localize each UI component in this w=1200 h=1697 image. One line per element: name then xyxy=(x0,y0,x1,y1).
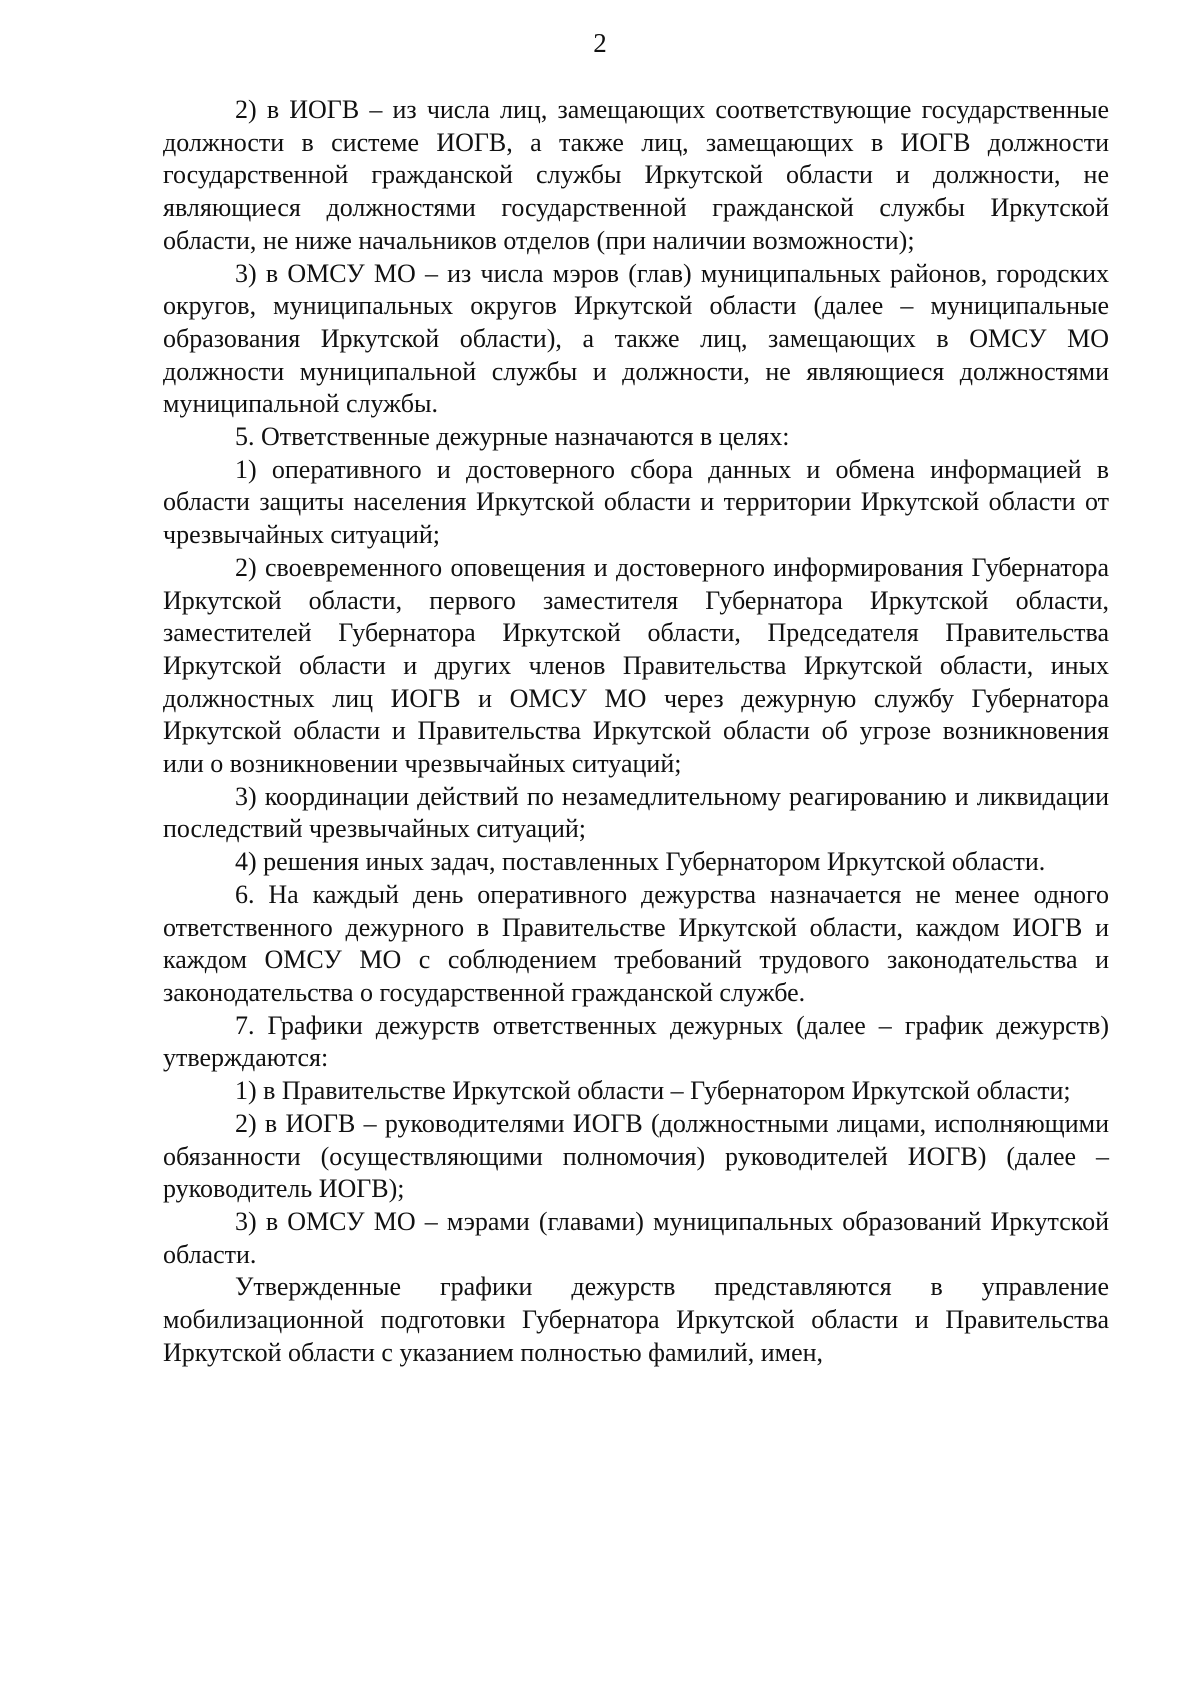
paragraph-5-item-2: 2) своевременного оповещения и достоверного информирования Губернатора Иркутской области, первого заместителя Губернатора Иркутской области, заместителей Губернатора Иркутской области, Председателя Правительства Иркутской области и других членов Правительства Иркутской области, иных должностных лиц ИОГВ и ОМСУ МО через дежурную службу Губернатора Иркутской области и Правительства Иркутской области об угрозе возникновения или о возникновении чрезвычайных ситуаций; xyxy=(163,552,1109,779)
paragraph-section-6: 6. На каждый день оперативного дежурства назначается не менее одного ответственного дежурного в Правительстве Иркутской области, каждом ИОГВ и каждом ОМСУ МО с соблюдением требований трудового законодательства и законодательства о государственной гражданской службе. xyxy=(163,879,1109,1007)
page-number: 2 xyxy=(593,28,607,58)
paragraph-section-7-heading: 7. Графики дежурств ответственных дежурных (далее – график дежурств) утверждаются: xyxy=(163,1010,1109,1073)
document-body xyxy=(163,94,1109,1369)
paragraph-5-item-1: 1) оперативного и достоверного сбора данных и обмена информацией в области защиты населения Иркутской области и территории Иркутской области от чрезвычайных ситуаций; xyxy=(163,454,1109,550)
paragraph-7-item-1: 1) в Правительстве Иркутской области – Губернатором Иркутской области; xyxy=(235,1076,1071,1106)
paragraph-section-5-heading: 5. Ответственные дежурные назначаются в целях: xyxy=(235,422,790,452)
paragraph-7-item-2: 2) в ИОГВ – руководителями ИОГВ (должностными лицами, исполняющими обязанности (осуществляющими полномочия) руководителей ИОГВ) (далее – руководитель ИОГВ); xyxy=(163,1108,1109,1204)
paragraph-approved-schedules: Утвержденные графики дежурств представляются в управление мобилизационной подготовки Губернатора Иркутской области и Правительства Иркутской области с указанием полностью фамилий, имен, xyxy=(163,1272,1109,1367)
paragraph-5-item-3: 3) координации действий по незамедлительному реагированию и ликвидации последствий чрезвычайных ситуаций; xyxy=(163,781,1109,844)
paragraph-omsu-appointment: 3) в ОМСУ МО – из числа мэров (глав) муниципальных районов, городских округов, муниципальных округов Иркутской области (далее – муниципальные образования Иркутской области), а также лиц, замещающих в ОМСУ МО должности муниципальной службы и должности, не являющиеся должностями муниципальной службы. xyxy=(163,258,1109,419)
paragraph-7-item-3: 3) в ОМСУ МО – мэрами (главами) муниципальных образований Иркутской области. xyxy=(163,1206,1109,1269)
paragraph-5-item-4: 4) решения иных задач, поставленных Губернатором Иркутской области. xyxy=(235,847,1046,877)
paragraph-iogv-appointment: 2) в ИОГВ – из числа лиц, замещающих соответствующие государственные должности в системе ИОГВ, а также лиц, замещающих в ИОГВ должности государственной гражданской службы Иркутской области и должности, не являющиеся должностями государственной гражданской службы Иркутской области, не ниже начальников отделов (при наличии возможности); xyxy=(163,95,1109,255)
